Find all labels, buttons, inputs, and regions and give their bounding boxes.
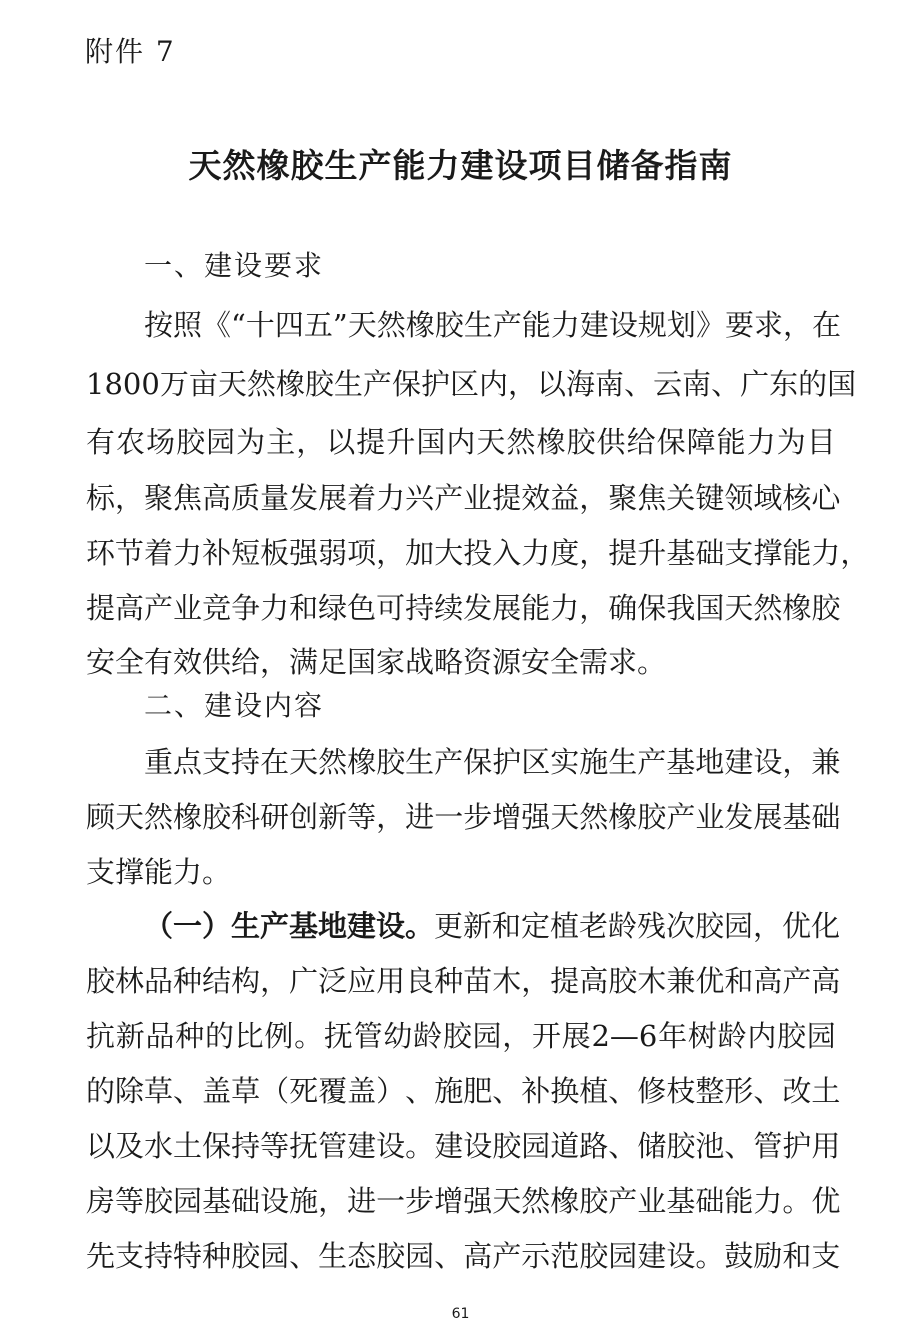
section-heading-requirements: 一、建设要求	[144, 249, 325, 282]
document-title: 天然橡胶生产能力建设项目储备指南	[188, 146, 733, 185]
paragraph-line: 1800 万 亩 天 然 橡 胶 生 产 保 护 区 内 ， 以 海 南 、 云 南 、 广 东 的 国	[86, 367, 857, 401]
subsection-bold-lead: （一）生产基地建设。	[144, 909, 435, 943]
subsection-first-line-rest: 更新和定植老龄残次胶园，优化	[434, 909, 841, 943]
paragraph-line: 标 ， 聚 焦 高 质 量 发 展 着 力 兴 产 业 提 效 益 ， 聚 焦 关 键 领 域 核 心	[86, 481, 841, 515]
paragraph-line: 的 除 草 、 盖 草 （ 死 覆 盖 ） 、 施 肥 、 补 换 植 、 修 枝 整 形 、 改 土	[86, 1074, 841, 1108]
paragraph-line: 顾 天 然 橡 胶 科 研 创 新 等 ， 进 一 步 增 强 天 然 橡 胶 产 业 发 展 基 础	[86, 800, 841, 834]
paragraph-line: 按 照 《 “ 十 四 五 ” 天 然 橡 胶 生 产 能 力 建 设 规 划 》 要 求 ， 在	[144, 308, 842, 342]
paragraph-line: 抗 新 品 种 的 比 例 。 抚 管 幼 龄 胶 园 ， 开 展 2—6 年 树 龄 内 胶 园	[86, 1019, 836, 1053]
paragraph-line: 房 等 胶 园 基 础 设 施 ， 进 一 步 增 强 天 然 橡 胶 产 业 基 础 能 力 。 优	[86, 1184, 841, 1218]
paragraph-line-last: 安全有效供给，满足国家战略资源安全需求。	[86, 645, 667, 679]
page-number: 61	[451, 1306, 470, 1322]
section-heading-content: 二、建设内容	[144, 689, 325, 722]
paragraph-line: 胶 林 品 种 结 构 ， 广 泛 应 用 良 种 苗 木 ， 提 高 胶 木 兼 优 和 高 产 高	[86, 964, 841, 998]
paragraph-line: 环 节 着 力 补 短 板 强 弱 项 ， 加 大 投 入 力 度 ， 提 升 基 础 支 撑 能 力 ，	[86, 536, 870, 570]
paragraph-line: 重 点 支 持 在 天 然 橡 胶 生 产 保 护 区 实 施 生 产 基 地 建 设 ， 兼	[144, 745, 841, 779]
paragraph-line: 有 农 场 胶 园 为 主 ， 以 提 升 国 内 天 然 橡 胶 供 给 保 障 能 力 为 目	[86, 425, 836, 459]
paragraph-line: 以 及 水 土 保 持 等 抚 管 建 设 。 建 设 胶 园 道 路 、 储 胶 池 、 管 护 用	[86, 1129, 841, 1163]
attachment-label: 附件 7	[85, 35, 176, 68]
paragraph-line: 提 高 产 业 竞 争 力 和 绿 色 可 持 续 发 展 能 力 ， 确 保 我 国 天 然 橡 胶	[86, 591, 841, 625]
paragraph-line-last: 支撑能力。	[86, 855, 232, 889]
subsection-first-line	[144, 906, 841, 946]
paragraph-line: 先 支 持 特 种 胶 园 、 生 态 胶 园 、 高 产 示 范 胶 园 建 设 。 鼓 励 和 支	[86, 1239, 841, 1273]
